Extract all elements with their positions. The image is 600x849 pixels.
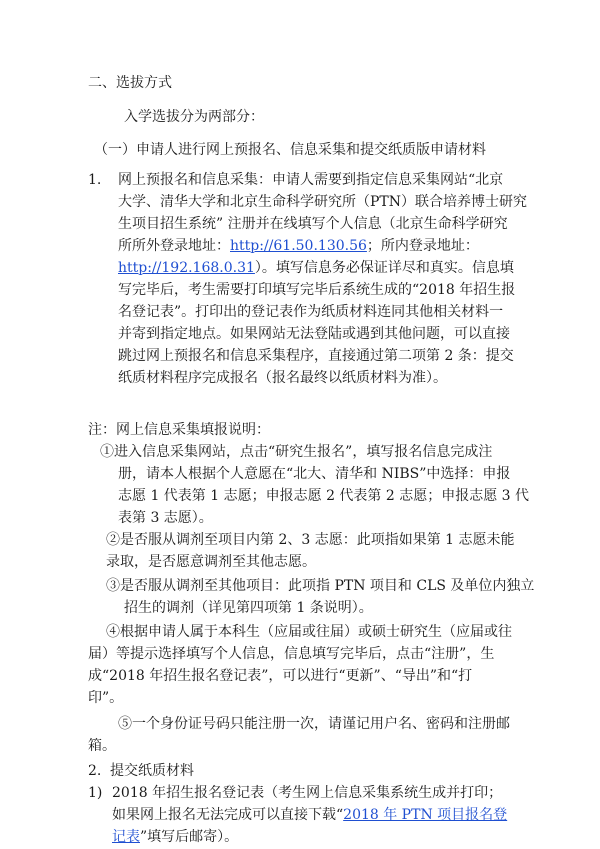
item1-text: ；所内登录地址： bbox=[366, 238, 479, 254]
sub1-line: 2018 年招生报名登记表（考生网上信息采集系统生成并打印； bbox=[112, 785, 503, 801]
note-line: ③是否服从调剂至其他项目：此项指 PTN 项目和 CLS 及单位内独立 bbox=[106, 578, 535, 594]
item1-line-with-link bbox=[118, 258, 514, 278]
item1-line-with-link bbox=[118, 236, 479, 256]
note-line: 届）等提示选择填写个人信息，信息填写完毕后，点击“注册”，生 bbox=[88, 646, 495, 662]
item1-line: 并寄到指定地点。如果网站无法登陆或遇到其他问题，可以直接 bbox=[118, 326, 510, 342]
note-line: 成“2018 年招生报名登记表”，可以进行“更新”、“导出”和“打 bbox=[88, 668, 473, 684]
note-line: 印”。 bbox=[88, 690, 124, 706]
sub1-text: ”填写后邮寄）。 bbox=[140, 829, 239, 845]
internal-login-link[interactable]: http://192.168.0.31 bbox=[118, 260, 255, 276]
item1-text: ）。填写信息务必保证详尽和真实。信息填 bbox=[254, 260, 514, 276]
note-line: ⑤一个身份证号码只能注册一次，请谨记用户名、密码和注册邮 bbox=[118, 716, 510, 732]
item1-line: 生项目招生系统” 注册并在线填写个人信息（北京生命科学研究 bbox=[118, 216, 508, 232]
note-line: 表第 3 志愿）。 bbox=[118, 510, 213, 526]
note-line: ①进入信息采集网站，点击“研究生报名”，填写报名信息完成注 bbox=[100, 444, 493, 460]
item1-line: 网上预报名和信息采集：申请人需要到指定信息采集网站“北京 bbox=[118, 172, 504, 188]
note-line: 招生的调剂（详见第四项第 1 条说明）。 bbox=[124, 600, 373, 616]
intro-text: 入学选拔分为两部分： bbox=[124, 109, 264, 125]
note-line: ④根据申请人属于本科生（应届或往届）或硕士研究生（应届或往 bbox=[106, 624, 512, 640]
sub1-number: 1) bbox=[88, 785, 103, 801]
item1-number: 1. bbox=[88, 172, 102, 188]
item1-line: 纸质材料程序完成报名（报名最终以纸质材料为准）。 bbox=[118, 370, 447, 386]
item1-line: 跳过网上预报名和信息采集程序，直接通过第二项第 2 条：提交 bbox=[118, 348, 514, 364]
external-login-link[interactable]: http://61.50.130.56 bbox=[230, 238, 367, 254]
item2-number: 2. bbox=[88, 763, 102, 779]
note-line: 志愿 1 代表第 1 志愿；申报志愿 2 代表第 2 志愿；申报志愿 3 代 bbox=[118, 488, 530, 504]
note-line: 录取，是否愿意调剂至其他志愿。 bbox=[106, 554, 316, 570]
sub1-text: 如果网上报名无法完成可以直接下载“ bbox=[112, 807, 344, 823]
sub1-line-with-link bbox=[112, 805, 507, 825]
registration-form-link-continued[interactable]: 记表 bbox=[112, 829, 140, 845]
item1-text: 所所外登录地址： bbox=[118, 238, 230, 254]
item2-heading: 提交纸质材料 bbox=[110, 763, 194, 779]
note-line: 箱。 bbox=[88, 738, 116, 754]
section-heading: 二、选拔方式 bbox=[88, 75, 172, 91]
note-line: 册，请本人根据个人意愿在“北大、清华和 NIBS”中选择：申报 bbox=[118, 466, 511, 482]
sub1-line-with-link bbox=[112, 827, 238, 847]
note-line: ②是否服从调剂至项目内第 2、3 志愿：此项指如果第 1 志愿未能 bbox=[106, 532, 515, 548]
registration-form-link[interactable]: 2018 年 PTN 项目报名登 bbox=[343, 807, 508, 823]
item1-line: 写完毕后，考生需要打印填写完毕后系统生成的“2018 年招生报 bbox=[118, 282, 516, 298]
item1-line: 名登记表”。打印出的登记表作为纸质材料连同其他相关材料一 bbox=[118, 304, 504, 320]
item1-line: 大学、清华大学和北京生命科学研究所（PTN）联合培养博士研究 bbox=[118, 194, 528, 210]
sub-heading: （一）申请人进行网上预报名、信息采集和提交纸质版申请材料 bbox=[94, 142, 486, 158]
note-title: 注：网上信息采集填报说明： bbox=[88, 422, 270, 438]
